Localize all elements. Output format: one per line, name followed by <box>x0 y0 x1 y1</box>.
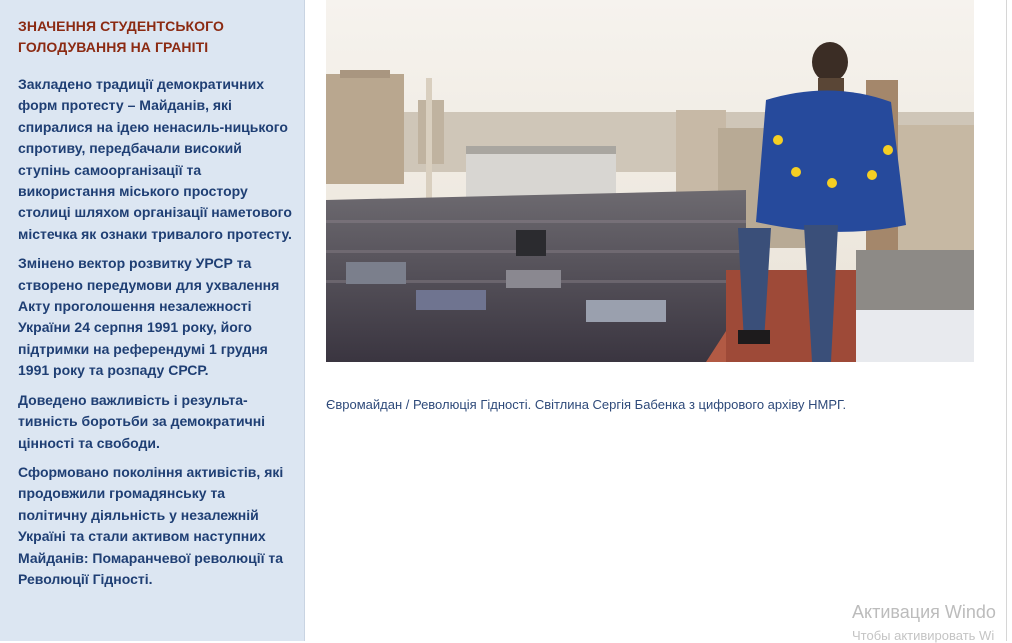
euromaidan-photo <box>326 0 974 362</box>
right-divider <box>1006 0 1007 641</box>
sidebar-title: ЗНАЧЕННЯ СТУДЕНТСЬКОГО ГОЛОДУВАННЯ НА ГРАНІТІ <box>18 18 225 55</box>
windows-activation-subtitle: Чтобы активировать Wi <box>852 628 995 643</box>
sidebar-paragraph-1: Закладено традиції демократичних форм протесту – Майданів, які спиралися на ідею ненасиль-ницького спротиву, передбачали високий ступінь самоорганізації та використання міського простору столиці шляхом організації наметового містечка як ознаки тривалого протесту. <box>18 76 292 242</box>
sidebar-paragraph-2: Змінено вектор розвитку УРСР та створено передумови для ухвалення Акту проголошення незалежності України 24 серпня 1991 року, його підтримки на референдумі 1 грудня 1991 року та розпаду СРСР. <box>18 255 280 379</box>
windows-activation-watermark: Активация Windo <box>852 602 996 622</box>
sidebar-paragraph-3: Доведено важливість і результа-тивність боротьби за демократичні цінності та свободи. <box>18 391 266 451</box>
sidebar-panel <box>0 0 305 641</box>
photo-caption: Євромайдан / Революція Гідності. Світлина Сергія Бабенка з цифрового архіву НМРГ. <box>326 397 847 412</box>
sidebar-paragraph-4: Сформовано покоління активістів, які продовжили громадянську та політичну діяльність у незалежній Україні та стали активом наступних Майданів: Помаранчевої революції та Революції Гідності. <box>18 463 284 587</box>
